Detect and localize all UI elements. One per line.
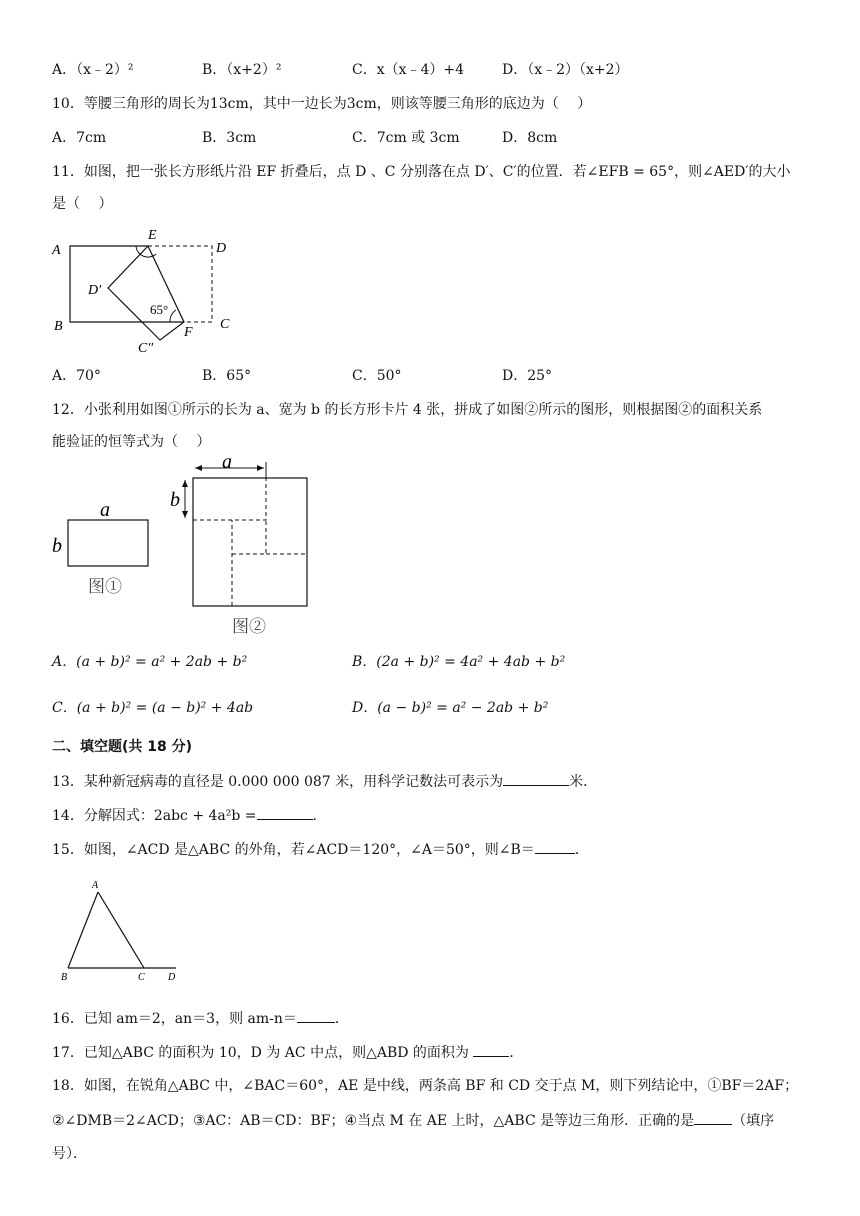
q11-label-cprime: C″ (138, 341, 154, 356)
q18-line2 (52, 1110, 774, 1131)
q16-line (52, 1008, 349, 1029)
q11-option-a: A．70° (52, 368, 101, 384)
q13-line (52, 771, 597, 792)
q12-stem-line1: 12．小张利用如图①所示的长为 a、宽为 b 的长方形卡片 4 张，拼成了如图②所示的图形，则根据图②的面积关系 (52, 402, 763, 418)
q9-option-a: A．（x﹣2）² (52, 62, 134, 78)
q15-stem: 15．如图，∠ACD 是△ABC 的外角，若∠ACD＝120°，∠A＝50°，则∠B＝ (52, 842, 535, 858)
q15-figure (56, 876, 186, 984)
q16-stem: 16．已知 am＝2，an＝3，则 am-n＝ (52, 1011, 297, 1027)
q12-fig2-dashed-3 (232, 520, 266, 554)
q17-suffix: ． (509, 1045, 524, 1061)
q11-label-b: B (54, 319, 63, 334)
q15-label-b: B (61, 972, 68, 983)
q14-line (52, 805, 327, 826)
q18-line2-text: ②∠DMB＝2∠ACD；③AC：AB＝CD：BF；④当点 M 在 AE 上时，△ABC 是等边三角形．正确的是 (52, 1113, 695, 1129)
q10-stem: 10．等腰三角形的周长为13cm，其中一边长为3cm，则该等腰三角形的底边为（ ） (52, 96, 592, 112)
q15-label-a: A (92, 880, 99, 891)
q15-suffix: ． (574, 842, 589, 858)
q12-fig1-label-b: b (52, 535, 62, 557)
q13-stem: 13．某种新冠病毒的直径是 0.000 000 087 米，用科学记数法可表示为 (52, 774, 504, 790)
q10-option-b: B．3cm (202, 130, 257, 146)
q11-label-f: F (184, 325, 193, 340)
q11-label-e: E (148, 228, 157, 243)
q11-label-c: C (220, 317, 230, 332)
q11-figure (48, 224, 248, 356)
q13-suffix: 米． (569, 774, 598, 790)
q15-label-c: C (138, 972, 145, 983)
q11-angle-arc-f (170, 310, 176, 322)
q11-label-a: A (52, 243, 61, 258)
q11-label-d: D (216, 241, 227, 256)
q10-option-d: D．8cm (502, 130, 558, 146)
q13-answer-blank[interactable] (503, 771, 569, 786)
q18-line1: 18．如图，在锐角△ABC 中，∠BAC＝60°，AE 是中线，两条高 BF 和 CD 交于点 M，则下列结论中，①BF＝2AF； (52, 1078, 799, 1094)
q15-line (52, 839, 589, 860)
q11-label-dprime: D′ (88, 283, 102, 298)
q11-stem-line1: 11．如图，把一张长方形纸片沿 EF 折叠后，点 D 、C 分别落在点 D′、C′的位置．若∠EFB = 65°，则∠AED′的大小 (52, 164, 791, 180)
q11-stem-line2: 是（ ） (52, 196, 113, 212)
q15-label-d: D (168, 972, 176, 983)
q12-option-a: A．(a + b)² = a² + 2ab + b² (52, 654, 248, 670)
q14-answer-blank[interactable] (257, 805, 313, 820)
q16-suffix: ． (334, 1011, 349, 1027)
q12-fig2-arrowhead-a-right (257, 465, 264, 471)
q12-option-b: B．(2a + b)² = 4a² + 4ab + b² (352, 654, 566, 670)
q12-fig1-caption: 图① (88, 577, 122, 596)
q15-side-ac (98, 892, 144, 968)
q11-option-c: C．50° (352, 368, 402, 384)
q12-fig2-dashed-1 (193, 478, 266, 520)
q11-folded-flap (108, 246, 184, 340)
q11-label-angle: 65° (150, 302, 169, 317)
q17-stem: 17．已知△ABC 的面积为 10，D 为 AC 中点，则△ABD 的面积为 (52, 1045, 469, 1061)
q12-figure (48, 456, 318, 642)
q18-answer-blank[interactable] (694, 1110, 732, 1125)
q10-option-a: A．7cm (52, 130, 107, 146)
q12-option-c: C．(a + b)² = (a − b)² + 4ab (52, 700, 254, 716)
q12-fig1-label-a: a (100, 499, 110, 521)
q12-option-d: D．(a − b)² = a² − 2ab + b² (352, 700, 549, 716)
section-2-title: 二、填空题(共 18 分) (52, 739, 193, 755)
q11-option-b: B．65° (202, 368, 252, 384)
q14-suffix: ． (312, 808, 327, 824)
q15-side-ba (68, 892, 98, 968)
q12-fig2-outer (193, 478, 307, 606)
q12-fig2-label-a: a (222, 456, 232, 473)
q12-fig2-caption: 图② (232, 617, 266, 636)
q10-option-c: C．7cm 或 3cm (352, 130, 460, 146)
q11-option-d: D．25° (502, 368, 553, 384)
q12-fig2-arrowhead-b-top (182, 480, 188, 487)
q12-fig2-arrowhead-b-bottom (182, 511, 188, 518)
q16-answer-blank[interactable] (297, 1008, 335, 1023)
q12-fig1-rect (68, 520, 148, 566)
q17-line (52, 1042, 523, 1063)
q12-stem-line2: 能验证的恒等式为（ ） (52, 434, 211, 450)
q15-answer-blank[interactable] (535, 839, 575, 854)
q18-line3: 号）． (52, 1146, 87, 1162)
q18-line2-suffix: （填序 (732, 1113, 775, 1129)
q12-fig2-arrowhead-a-left (195, 465, 202, 471)
q17-answer-blank[interactable] (473, 1042, 509, 1057)
q9-option-d: D．（x﹣2）（x+2） (502, 62, 629, 78)
q12-fig2-label-b: b (170, 489, 180, 511)
q9-option-b: B．（x+2）² (202, 62, 282, 78)
q14-stem: 14．分解因式：2abc + 4a²b = (52, 808, 257, 824)
q9-option-c: C．x（x﹣4）+4 (352, 62, 465, 78)
